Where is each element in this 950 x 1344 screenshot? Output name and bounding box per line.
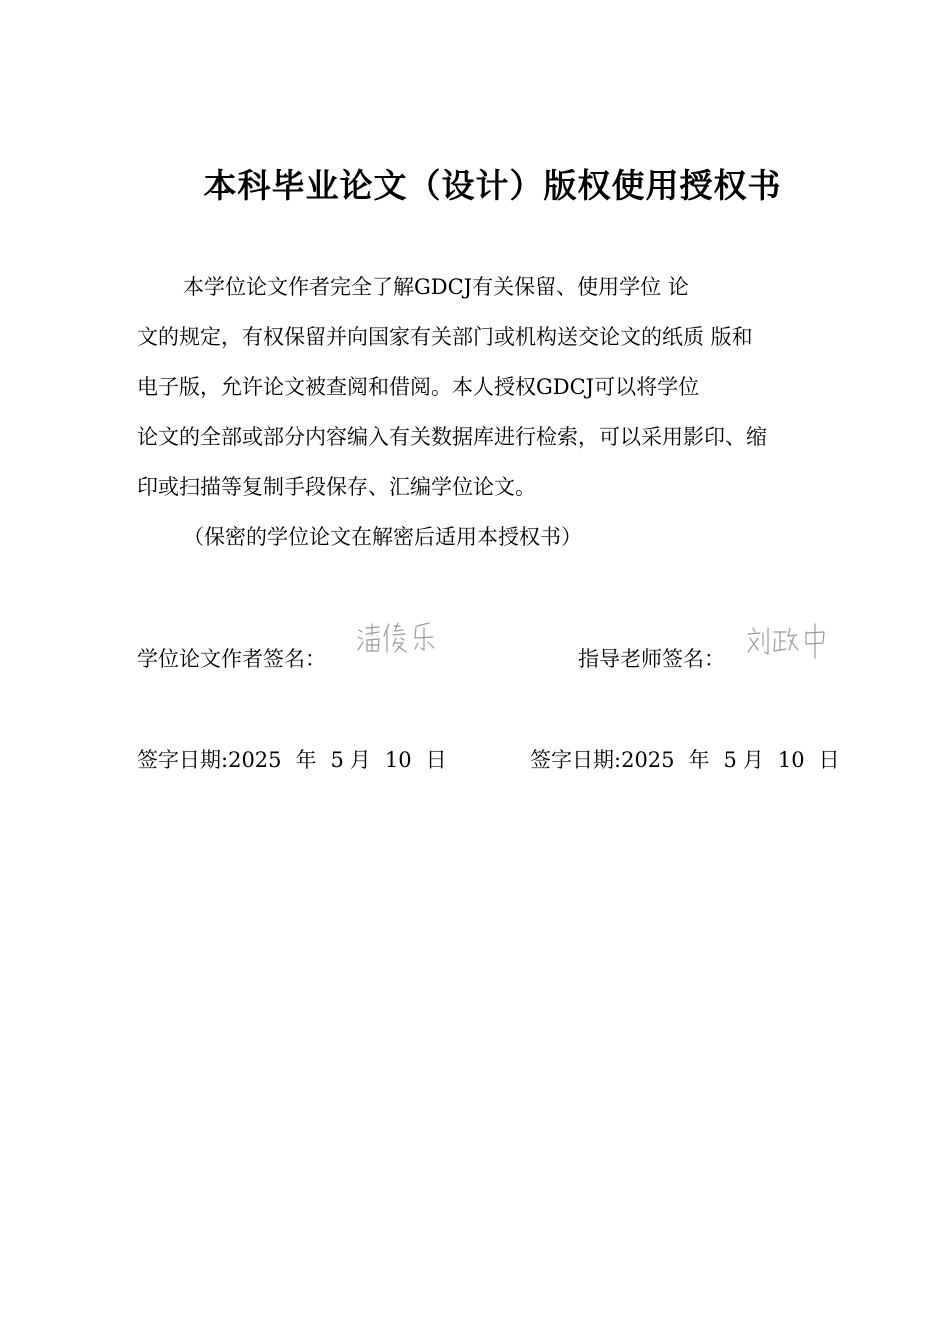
confidential-note: （保密的学位论文在解密后适用本授权书） [183, 525, 582, 549]
date-month: 5 [330, 748, 344, 772]
date-day-unit: 日 [425, 748, 447, 772]
paragraph-line-5: 印或扫描等复制手段保存、汇编学位论文。 [137, 475, 536, 499]
date-day: 10 [384, 748, 412, 772]
date-label: 签字日期: [530, 748, 622, 772]
date-day-unit: 日 [818, 748, 840, 772]
date-year: 2025 [621, 748, 675, 772]
date-month: 5 [723, 748, 737, 772]
author-sign-date [137, 745, 447, 775]
date-month-unit: 月 [349, 748, 371, 772]
document-title: 本科毕业论文（设计）版权使用授权书 [203, 166, 782, 205]
author-handwritten-signature [355, 618, 445, 658]
advisor-handwritten-signature [744, 622, 834, 662]
advisor-signature-label: 指导老师签名： [578, 647, 725, 671]
date-month-unit: 月 [742, 748, 764, 772]
paragraph-line-4: 论文的全部或部分内容编入有关数据库进行检索，可以采用影印、缩 [137, 425, 767, 449]
advisor-sign-date [530, 745, 840, 775]
date-label: 签字日期: [137, 748, 229, 772]
author-signature-label: 学位论文作者签名： [137, 647, 326, 671]
date-year: 2025 [228, 748, 282, 772]
date-year-unit: 年 [688, 748, 710, 772]
paragraph-line-2: 文的规定，有权保留并向国家有关部门或机构送交论文的纸质 版和 [137, 325, 753, 349]
paragraph-line-3: 电子版，允许论文被查阅和借阅。本人授权GDCJ可以将学位 [137, 375, 700, 399]
date-year-unit: 年 [295, 748, 317, 772]
paragraph-line-1: 本学位论文作者完全了解GDCJ有关保留、使用学位 论 [183, 275, 689, 299]
date-day: 10 [777, 748, 805, 772]
